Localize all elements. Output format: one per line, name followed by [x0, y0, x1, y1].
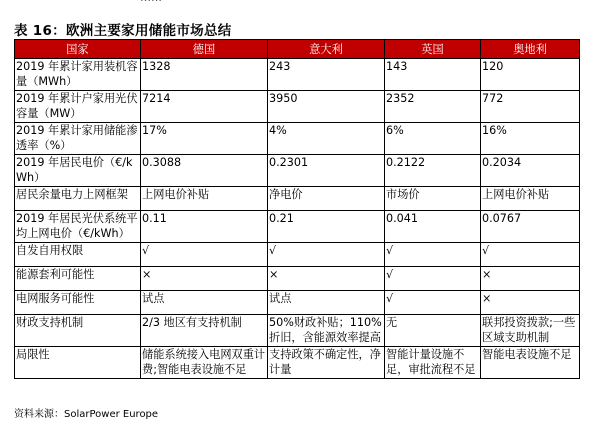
table-cell: √: [385, 291, 481, 315]
header-germany: 德国: [141, 40, 268, 59]
table-row: [15, 267, 580, 291]
row-label: 电网服务可能性: [15, 291, 141, 315]
header-austria: 奥地利: [481, 40, 580, 59]
table-cell: 4%: [268, 123, 385, 155]
row-label: 2019 年累计户家用光伏容量（MW）: [15, 91, 141, 123]
page-header-fragment: [140, 0, 162, 4]
table-cell: ×: [141, 267, 268, 291]
table-cell: 0.3088: [141, 155, 268, 187]
table-cell: 无: [385, 315, 481, 347]
header-country: 国家: [15, 40, 141, 59]
table-cell: √: [385, 267, 481, 291]
table-cell: 2/3 地区有支持机制: [141, 315, 268, 347]
table-cell: 6%: [385, 123, 481, 155]
table-row: [15, 315, 580, 347]
market-summary-table: [14, 39, 580, 379]
table-row: [15, 187, 580, 211]
table-cell: 50%财政补贴；110%折旧，含能源效率提高: [268, 315, 385, 347]
row-label: 自发自用权限: [15, 243, 141, 267]
table-cell: 试点: [268, 291, 385, 315]
row-label: 2019 年居民电价（€/kWh）: [15, 155, 141, 187]
table-cell: 智能计量设施不足，审批流程不足: [385, 347, 481, 379]
table-cell: ×: [268, 267, 385, 291]
table-row: [15, 291, 580, 315]
table-cell: 0.11: [141, 211, 268, 243]
row-label: 能源套利可能性: [15, 267, 141, 291]
header-italy: 意大利: [268, 40, 385, 59]
table-cell: 243: [268, 59, 385, 91]
table-cell: 市场价: [385, 187, 481, 211]
table-row: [15, 211, 580, 243]
table-header-row: [15, 40, 580, 59]
table-cell: 0.2301: [268, 155, 385, 187]
table-cell: ×: [481, 267, 580, 291]
table-row: [15, 155, 580, 187]
table-cell: 0.041: [385, 211, 481, 243]
table-cell: 120: [481, 59, 580, 91]
header-uk: 英国: [385, 40, 481, 59]
table-cell: 智能电表设施不足: [481, 347, 580, 379]
table-cell: 0.21: [268, 211, 385, 243]
row-label: 财政支持机制: [15, 315, 141, 347]
table-row: [15, 91, 580, 123]
table-cell: √: [268, 243, 385, 267]
row-label: 2019 年居民光伏系统平均上网电价（€/kWh）: [15, 211, 141, 243]
table-cell: 试点: [141, 291, 268, 315]
table-cell: 2352: [385, 91, 481, 123]
row-label: 2019 年累计家用装机容量（MWh）: [15, 59, 141, 91]
row-label: 居民余量电力上网框架: [15, 187, 141, 211]
table-title: 表 16：欧洲主要家用储能市场总结: [14, 23, 232, 39]
row-label: 2019 年累计家用储能渗透率（%）: [15, 123, 141, 155]
table-cell: √: [481, 243, 580, 267]
table-cell: 16%: [481, 123, 580, 155]
table-cell: 联邦投资拨款;一些区域支助机制: [481, 315, 580, 347]
table-row: [15, 123, 580, 155]
table-cell: 772: [481, 91, 580, 123]
row-label: 局限性: [15, 347, 141, 379]
table-cell: √: [385, 243, 481, 267]
table-cell: √: [141, 243, 268, 267]
table-cell: 上网电价补贴: [141, 187, 268, 211]
table-row: [15, 59, 580, 91]
table-cell: 1328: [141, 59, 268, 91]
table-cell: ×: [481, 291, 580, 315]
table-cell: 7214: [141, 91, 268, 123]
table-cell: 净电价: [268, 187, 385, 211]
table-cell: 支持政策不确定性，净计量: [268, 347, 385, 379]
table-row: [15, 347, 580, 379]
table-cell: 0.2034: [481, 155, 580, 187]
table-cell: 储能系统接入电网双重计费;智能电表设施不足: [141, 347, 268, 379]
table-cell: 0.2122: [385, 155, 481, 187]
table-cell: 143: [385, 59, 481, 91]
table-cell: 17%: [141, 123, 268, 155]
table-cell: 3950: [268, 91, 385, 123]
table-cell: 上网电价补贴: [481, 187, 580, 211]
source-note: 资料来源：SolarPower Europe: [14, 409, 159, 420]
table-row: [15, 243, 580, 267]
table-cell: 0.0767: [481, 211, 580, 243]
